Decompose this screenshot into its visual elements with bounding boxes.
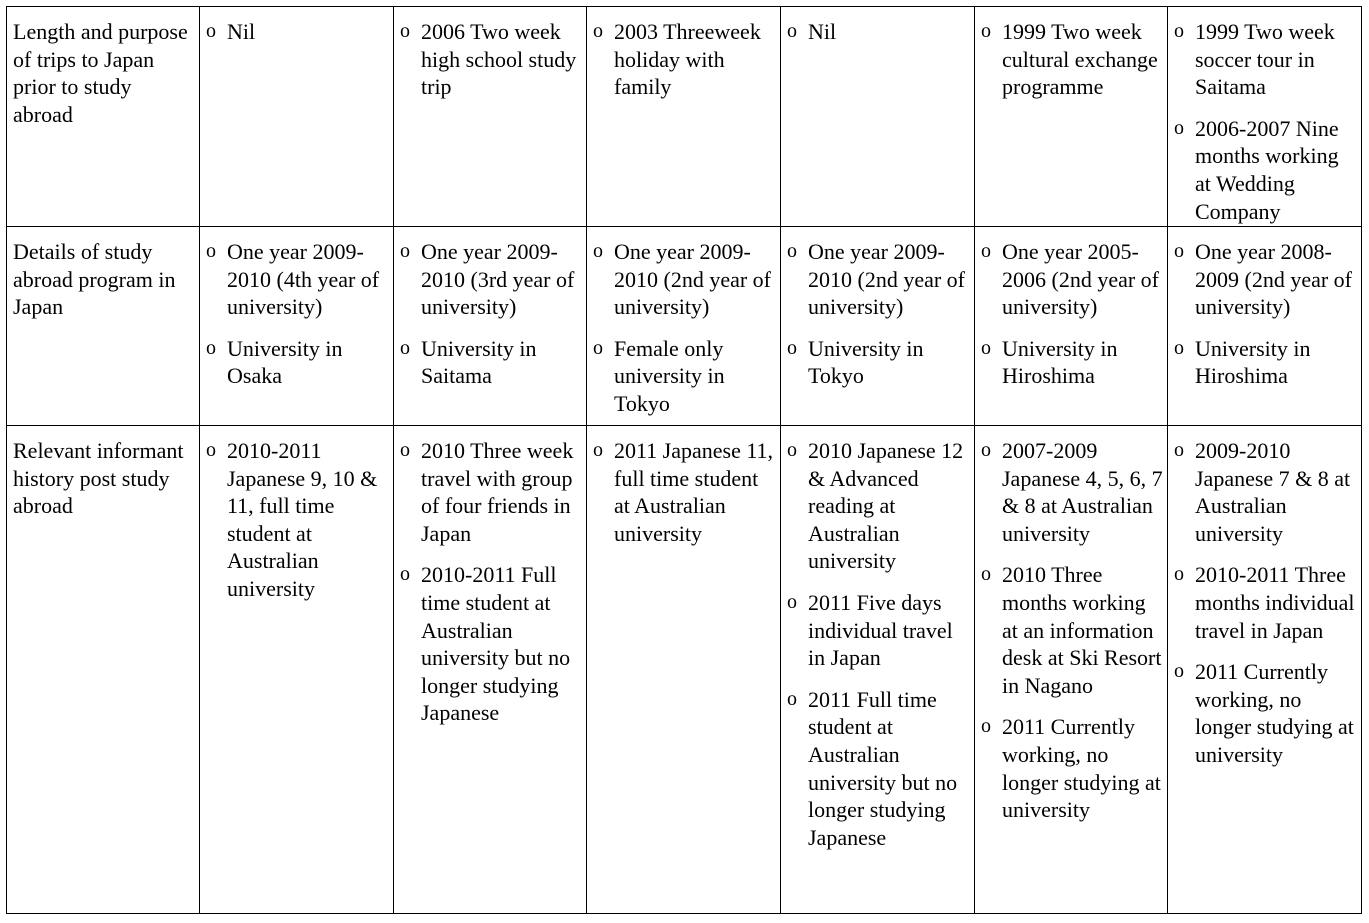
list-item-text: 2009-2010 Japanese 7 & 8 at Australian university [1195, 438, 1351, 546]
list-item-text: University in Osaka [227, 335, 343, 389]
bullet-marker: o [206, 20, 216, 42]
informant-cell [975, 227, 1168, 426]
bullet-marker: o [400, 240, 410, 262]
bullet-list [1174, 18, 1357, 225]
bullet-list [981, 18, 1163, 101]
list-item [206, 437, 389, 603]
bullet-marker: o [593, 439, 603, 461]
bullet-list [787, 437, 970, 851]
bullet-list [593, 238, 776, 418]
informant-cell [1168, 227, 1362, 426]
list-item-text: One year 2008-2009 (2nd year of university) [1195, 239, 1353, 320]
informant-table [6, 6, 1362, 914]
list-item-text: One year 2009-2010 (2nd year of university) [614, 239, 772, 320]
bullet-list [1174, 238, 1357, 390]
bullet-marker: o [787, 20, 797, 42]
bullet-marker: o [981, 715, 991, 738]
bullet-list [787, 238, 970, 390]
list-item-text: 2011 Currently working, no longer studying at university [1195, 659, 1354, 767]
list-item [1174, 115, 1357, 225]
list-item-text: 1999 Two week soccer tour in Saitama [1195, 19, 1335, 100]
informant-cell [200, 227, 394, 426]
list-item [1174, 561, 1357, 644]
bullet-marker: o [1174, 116, 1184, 139]
bullet-marker: o [981, 563, 991, 586]
bullet-marker: o [787, 336, 797, 359]
list-item [400, 437, 582, 547]
list-item [787, 18, 970, 46]
bullet-list [981, 238, 1163, 390]
bullet-marker: o [593, 336, 603, 359]
list-item [981, 437, 1163, 547]
bullet-marker: o [206, 240, 216, 262]
bullet-marker: o [981, 336, 991, 359]
bullet-marker: o [981, 240, 991, 262]
list-item [400, 335, 582, 390]
informant-cell [394, 7, 587, 227]
bullet-marker: o [1174, 20, 1184, 42]
list-item [400, 561, 582, 727]
bullet-marker: o [400, 20, 410, 42]
bullet-list [593, 18, 776, 101]
informant-cell [781, 227, 975, 426]
list-item-text: 2007-2009 Japanese 4, 5, 6, 7 & 8 at Australian university [1002, 438, 1163, 546]
row-label: Details of study abroad program in Japan [7, 227, 200, 426]
bullet-marker: o [206, 336, 216, 359]
list-item-text: One year 2009-2010 (3rd year of university) [421, 239, 575, 320]
list-item-text: 2010-2011 Three months individual travel in Japan [1195, 562, 1355, 643]
list-item-text: Female only university in Tokyo [614, 335, 725, 416]
informant-cell [781, 426, 975, 914]
list-item-text: Nil [227, 19, 256, 44]
table-body [7, 7, 1362, 914]
informant-cell [394, 426, 587, 914]
list-item [1174, 238, 1357, 321]
bullet-marker: o [400, 336, 410, 359]
list-item [400, 18, 582, 101]
bullet-list [400, 18, 582, 101]
bullet-marker: o [1174, 439, 1184, 461]
list-item [787, 238, 970, 321]
list-item [206, 335, 389, 390]
list-item-text: One year 2005-2006 (2nd year of university) [1002, 239, 1160, 320]
list-item [206, 238, 389, 321]
list-item [1174, 335, 1357, 390]
list-item [981, 335, 1163, 390]
list-item-text: 2006 Two week high school study trip [421, 19, 577, 100]
list-item-text: University in Hiroshima [1002, 335, 1118, 389]
list-item [1174, 658, 1357, 768]
bullet-marker: o [1174, 563, 1184, 586]
bullet-list [206, 18, 389, 46]
informant-cell [587, 426, 781, 914]
list-item [787, 589, 970, 672]
list-item-text: 2011 Currently working, no longer studying at university [1002, 714, 1161, 823]
list-item [787, 437, 970, 575]
bullet-list [206, 238, 389, 390]
bullet-marker: o [787, 240, 797, 262]
list-item [787, 686, 970, 852]
list-item [981, 561, 1163, 699]
list-item [981, 713, 1163, 823]
table-row [7, 227, 1362, 426]
bullet-marker: o [787, 687, 797, 710]
list-item [1174, 437, 1357, 547]
list-item-text: 2011 Full time student at Australian university but no longer studying Japanese [808, 686, 958, 850]
bullet-marker: o [1174, 336, 1184, 359]
informant-cell [200, 7, 394, 227]
informant-cell [781, 7, 975, 227]
informant-cell [200, 426, 394, 914]
row-label: Relevant informant history post study abroad [7, 426, 200, 914]
bullet-list [400, 437, 582, 727]
list-item-text: 2006-2007 Nine months working at Wedding Company [1195, 115, 1339, 224]
bullet-marker: o [400, 563, 410, 586]
list-item [400, 238, 582, 321]
informant-cell [975, 7, 1168, 227]
list-item [981, 238, 1163, 321]
bullet-marker: o [206, 439, 216, 461]
list-item-text: University in Hiroshima [1195, 335, 1311, 389]
list-item-text: One year 2009-2010 (4th year of university) [227, 239, 380, 320]
list-item [593, 437, 776, 547]
list-item-text: 2011 Japanese 11, full time student at Australian university [614, 438, 774, 546]
bullet-marker: o [981, 439, 991, 461]
bullet-marker: o [1174, 660, 1184, 683]
list-item [593, 18, 776, 101]
bullet-marker: o [787, 590, 797, 613]
informant-cell [1168, 426, 1362, 914]
list-item-text: 2010 Three months working at an information desk at Ski Resort in Nagano [1002, 562, 1162, 698]
list-item-text: Nil [808, 19, 837, 44]
list-item-text: One year 2009-2010 (2nd year of university) [808, 239, 966, 320]
table-row [7, 7, 1362, 227]
list-item-text: 2010 Japanese 12 & Advanced reading at Australian university [808, 438, 964, 574]
bullet-marker: o [400, 439, 410, 461]
informant-cell [975, 426, 1168, 914]
list-item-text: University in Saitama [421, 335, 537, 389]
bullet-list [593, 437, 776, 547]
list-item [981, 18, 1163, 101]
bullet-marker: o [593, 20, 603, 42]
bullet-list [981, 437, 1163, 824]
bullet-list [787, 18, 970, 46]
list-item-text: University in Tokyo [808, 335, 924, 389]
list-item-text: 1999 Two week cultural exchange programme [1002, 19, 1158, 100]
list-item [593, 335, 776, 418]
bullet-list [1174, 437, 1357, 769]
list-item [1174, 18, 1357, 101]
bullet-list [206, 437, 389, 603]
bullet-marker: o [981, 20, 991, 42]
bullet-marker: o [787, 439, 797, 461]
bullet-marker: o [1174, 240, 1184, 262]
list-item [206, 18, 389, 46]
list-item [787, 335, 970, 390]
bullet-marker: o [593, 240, 603, 262]
informant-cell [587, 7, 781, 227]
list-item-text: 2011 Five days individual travel in Japan [808, 589, 953, 671]
bullet-list [400, 238, 582, 390]
list-item-text: 2010 Three week travel with group of four friends in Japan [421, 438, 574, 546]
list-item [593, 238, 776, 321]
informant-cell [587, 227, 781, 426]
list-item-text: 2003 Threeweek holiday with family [614, 19, 761, 100]
list-item-text: 2010-2011 Japanese 9, 10 & 11, full time student at Australian university [227, 438, 378, 601]
table-row [7, 426, 1362, 914]
informant-cell [394, 227, 587, 426]
list-item-text: 2010-2011 Full time student at Australian university but no longer studying Japanese [421, 562, 571, 726]
row-label: Length and purpose of trips to Japan prior to study abroad [7, 7, 200, 227]
informant-cell [1168, 7, 1362, 227]
